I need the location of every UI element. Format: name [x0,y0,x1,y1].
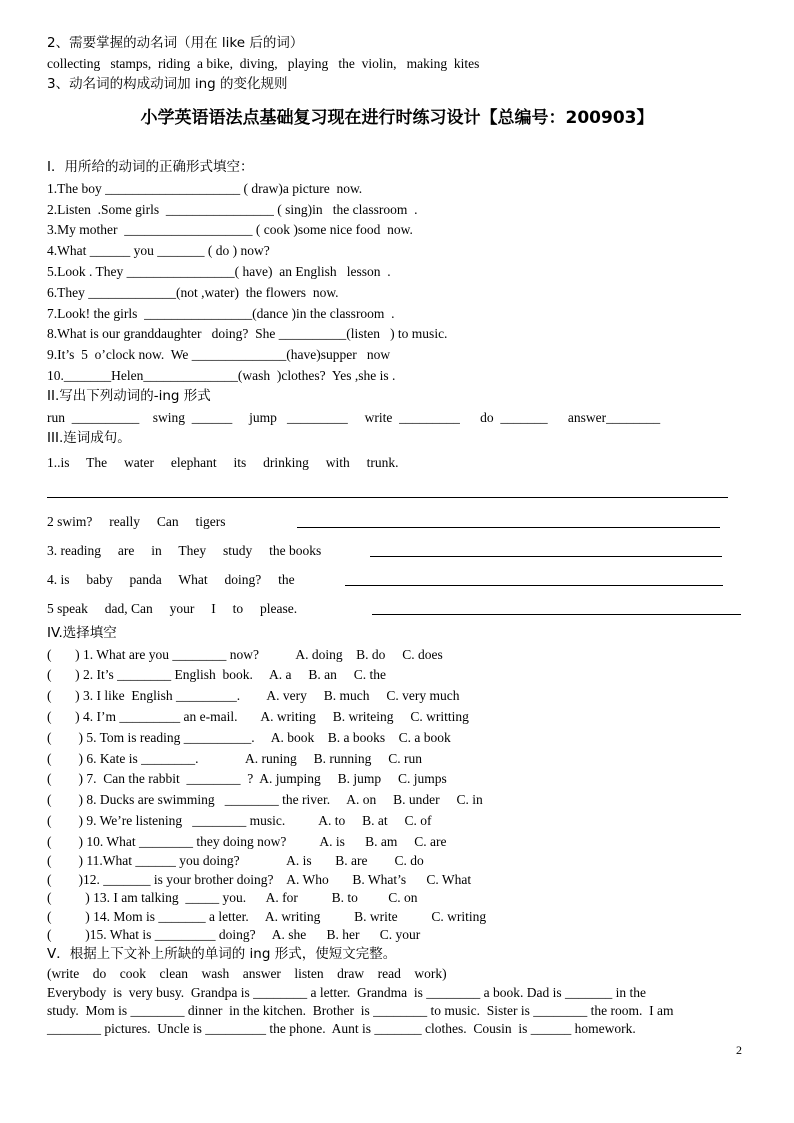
answer-line-4 [345,585,723,586]
s1-item-8: 8.What is our granddaughter doing? She __________(listen ) to music. [47,326,448,341]
gerund-list: collecting stamps, riding a bike, diving, playing the violin, making kites [47,56,480,71]
passage-line-2: study. Mom is ________ dinner in the kitchen. Brother is ________ to music. Sister is ________ the room. I am [47,1003,674,1018]
s1-item-2: 2.Listen .Some girls ________________ ( sing)in the classroom . [47,202,418,217]
word-bank: (write do cook clean wash answer listen draw read work) [47,966,447,981]
section2-heading: II.写出下列动词的-ing 形式 [47,388,211,404]
passage-line-3: ________ pictures. Uncle is _________ the phone. Aunt is _______ clothes. Cousin is ______ homework. [47,1021,636,1036]
s4-item-5: ( ) 5. Tom is reading __________. A. book B. a books C. a book [47,730,451,745]
s4-item-12: ( )12. _______ is your brother doing? A. Who B. What’s C. What [47,872,472,887]
s1-item-6: 6.They _____________(not ,water) the flowers now. [47,285,339,300]
intro-heading-3: 3、动名词的构成动词加 ing 的变化规则 [47,76,288,92]
s1-item-5: 5.Look . They ________________( have) an English lesson . [47,264,391,279]
s4-item-1: ( ) 1. What are you ________ now? A. doing B. do C. does [47,647,443,662]
answer-line-1 [47,497,728,498]
s4-item-7: ( ) 7. Can the rabbit ________ ? A. jumping B. jump C. jumps [47,771,447,786]
section3-heading: III.连词成句。 [47,430,131,446]
s3-item-1: 1..is The water elephant its drinking with trunk. [47,455,399,470]
s1-item-4: 4.What ______ you _______ ( do ) now? [47,243,270,258]
page-number: 2 [736,1043,742,1057]
section5-heading: V．根据上下文补上所缺的单词的 ing 形式，使短文完整。 [47,946,397,962]
s4-item-4: ( ) 4. I’m _________ an e-mail. A. writing B. writeing C. writting [47,709,469,724]
answer-line-3 [370,556,722,557]
s4-item-9: ( ) 9. We’re listening ________ music. A. to B. at C. of [47,813,432,828]
s4-item-6: ( ) 6. Kate is ________. A. runing B. running C. run [47,751,422,766]
s4-item-2: ( ) 2. It’s ________ English book. A. a B. an C. the [47,667,386,682]
s1-item-7: 7.Look! the girls ________________(dance )in the classroom . [47,306,395,321]
page-title: 小学英语语法点基础复习现在进行时练习设计【总编号：200903】 [140,108,654,128]
passage-line-1: Everybody is very busy. Grandpa is ________ a letter. Grandma is ________ a book. Dad is _______ in the [47,985,647,1000]
s3-item-4: 4. is baby panda What doing? the [47,572,295,587]
s4-item-8: ( ) 8. Ducks are swimming ________ the river. A. on B. under C. in [47,792,483,807]
s4-item-13: ( ) 13. I am talking _____ you. A. for B. to C. on [47,890,418,905]
section4-heading: IV.选择填空 [47,625,117,641]
s1-item-9: 9.It’s 5 o’clock now. We ______________(have)supper now [47,347,391,362]
section1-heading: I．用所给的动词的正确形式填空： [47,159,254,175]
answer-line-2 [297,527,720,528]
s4-item-14: ( ) 14. Mom is _______ a letter. A. writing B. write C. writing [47,909,487,924]
ing-form-row: run __________ swing ______ jump _________ write _________ do _______ answer________ [47,410,661,425]
s1-item-1: 1.The boy ____________________ ( draw)a picture now. [47,181,363,196]
s3-item-3: 3. reading are in They study the books [47,543,322,558]
s4-item-3: ( ) 3. I like English _________. A. very B. much C. very much [47,688,460,703]
s1-item-3: 3.My mother ___________________ ( cook )some nice food now. [47,222,413,237]
s1-item-10: 10._______Helen______________(wash )clothes? Yes ,she is . [47,368,396,383]
s3-item-5: 5 speak dad, Can your I to please. [47,601,298,616]
s4-item-11: ( ) 11.What ______ you doing? A. is B. are C. do [47,853,424,868]
intro-heading-2: 2、需要掌握的动名词（用在 like 后的词） [47,35,304,51]
answer-line-5 [372,614,741,615]
s4-item-10: ( ) 10. What ________ they doing now? A. is B. am C. are [47,834,447,849]
s4-item-15: ( )15. What is _________ doing? A. she B. her C. your [47,927,421,942]
s3-item-2: 2 swim? really Can tigers [47,514,226,529]
